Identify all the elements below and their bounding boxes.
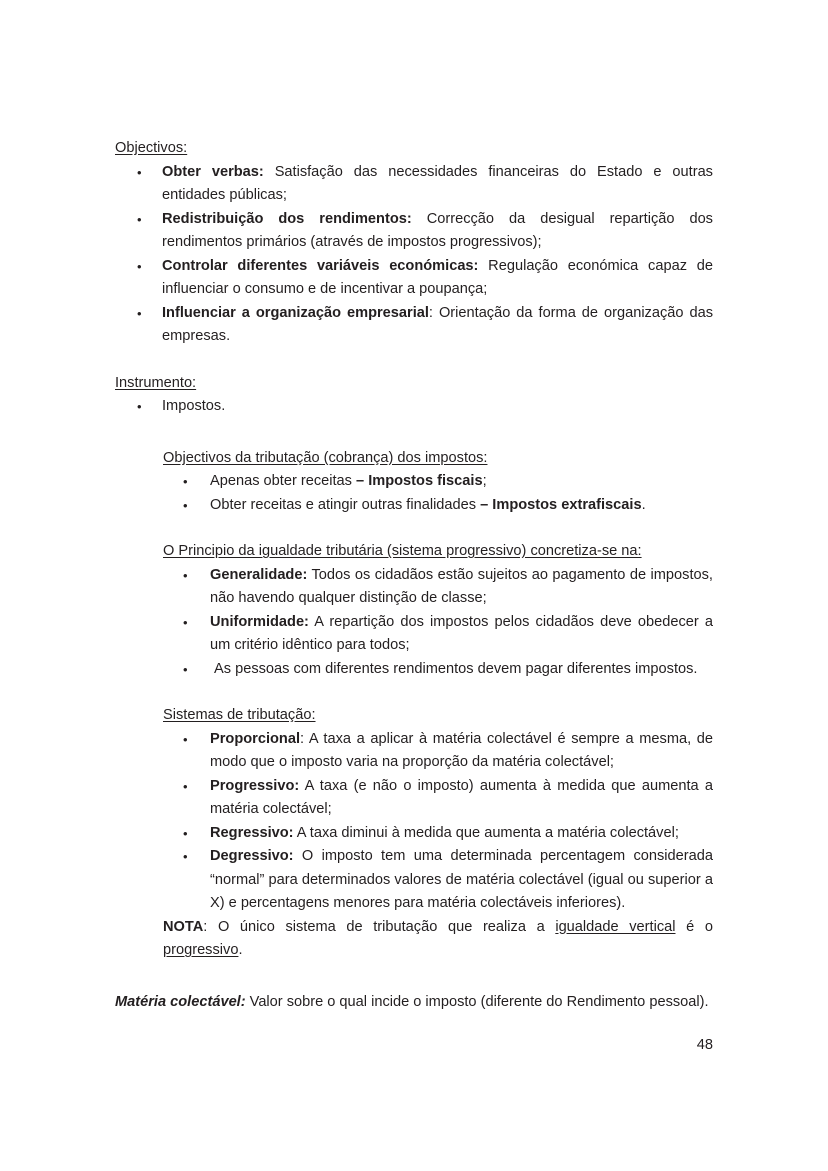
bullet-term-suffix: : [428,304,439,321]
list-item [210,728,713,775]
section-gap [115,963,713,991]
bullet-text: A taxa a aplicar à matéria colectável é sempre a mesma, de modo que o imposto varia na proporção da matéria colectável; [210,730,713,770]
nota-underlined-term-2: progressivo [163,942,239,958]
bullet-term: – Impostos extrafiscais [480,496,642,513]
bullet-term: Degressivo: [210,848,294,864]
bullet-term: Obter verbas: [162,163,264,180]
section-heading-objectivos: Objectivos: [115,140,188,156]
list-item [210,822,713,846]
instrumento-bullet-list [115,395,713,419]
section-gap [115,419,713,447]
bullet-text: Regulação económica capaz de influenciar o consumo e de incentivar a poupança; [162,257,713,297]
objectivos-bullet-list [115,161,713,349]
objectivos-tributacao-bullet-list [163,470,713,517]
bullet-text-pre: Obter receitas e atingir outras finalidades [210,496,481,513]
bullet-text: As pessoas com diferentes rendimentos devem pagar diferentes impostos. [214,660,698,677]
list-item [162,302,713,349]
nota-text-part2: é o [675,918,713,935]
bullet-text: Impostos. [162,398,226,414]
section-gap [115,349,713,372]
subsection-gap [163,681,713,704]
subsection-heading-sistemas-tributacao: Sistemas de tributação: [163,707,316,723]
bullet-text: O imposto tem uma determinada percentagem considerada “normal” para determinados valores de matéria colectável (igual ou superior a X) e percentagens menores para matéria colectáveis inferiores). [210,848,713,911]
bullet-term: Regressivo: [210,824,294,841]
bullet-term: Controlar diferentes variáveis económicas: [162,257,479,274]
bullet-text: A taxa (e não o imposto) aumenta à medida que aumenta a matéria colectável; [210,777,713,817]
bullet-term: Proporcional [210,730,301,747]
bullet-term: – Impostos fiscais [356,473,483,489]
bullet-text: Correcção da desigual repartição dos rendimentos primários (através de impostos progressivos); [162,210,713,250]
bullet-text-pre: Apenas obter receitas [210,473,357,489]
document-body [115,137,713,1014]
nota-text-part3: . [238,942,243,958]
bullet-term: Influenciar a organização empresarial [162,304,429,321]
list-item [162,255,713,302]
bullet-term-suffix: : [300,730,309,747]
page-number: 48 [696,1037,713,1053]
bullet-term: Redistribuição dos rendimentos: [162,210,412,227]
section-heading-instrumento: Instrumento: [115,374,197,391]
bullet-text: Todos os cidadãos estão sujeitos ao pagamento de impostos, não havendo qualquer distinção de classe; [210,566,713,606]
nota-underlined-term-1: igualdade vertical [555,918,676,935]
list-item [210,658,713,682]
bullet-text-post: ; [482,473,487,489]
definition-term: Matéria colectável: [115,993,246,1010]
list-item [210,775,713,822]
bullet-term: Generalidade: [210,566,308,583]
bullet-text-post: . [641,496,646,513]
subsection-heading-objectivos-tributacao: Objectivos da tributação (cobrança) dos impostos: [163,449,488,466]
list-item [210,470,713,494]
bullet-text: A repartição dos impostos pelos cidadãos deve obedecer a um critério idêntico para todos; [210,613,713,653]
nota-text-part1: : O único sistema de tributação que realiza a [203,918,556,935]
principio-igualdade-bullet-list [163,564,713,682]
list-item [210,494,713,518]
bullet-text: Satisfação das necessidades financeiras do Estado e outras entidades públicas; [162,163,713,203]
list-item [162,395,713,419]
list-item [210,845,713,916]
subsection-heading-principio-igualdade: O Principio da igualdade tributária (sistema progressivo) concretiza-se na: [163,543,642,559]
bullet-text: A taxa diminui à medida que aumenta a matéria colectável; [293,824,679,841]
indented-subsections [163,447,713,963]
sistemas-tributacao-bullet-list [163,728,713,916]
bullet-term: Uniformidade: [210,613,309,630]
definition-text: Valor sobre o qual incide o imposto (diferente do Rendimento pessoal). [245,993,709,1010]
bullet-text: Orientação da forma de organização das empresas. [162,304,713,344]
list-item [210,611,713,658]
list-item [162,161,713,208]
nota-label: NOTA [163,918,204,935]
bullet-term: Progressivo: [210,777,300,794]
subsection-gap [163,517,713,540]
nota-paragraph [163,916,713,963]
materia-colectavel-paragraph [115,991,713,1015]
list-item [162,208,713,255]
list-item [210,564,713,611]
